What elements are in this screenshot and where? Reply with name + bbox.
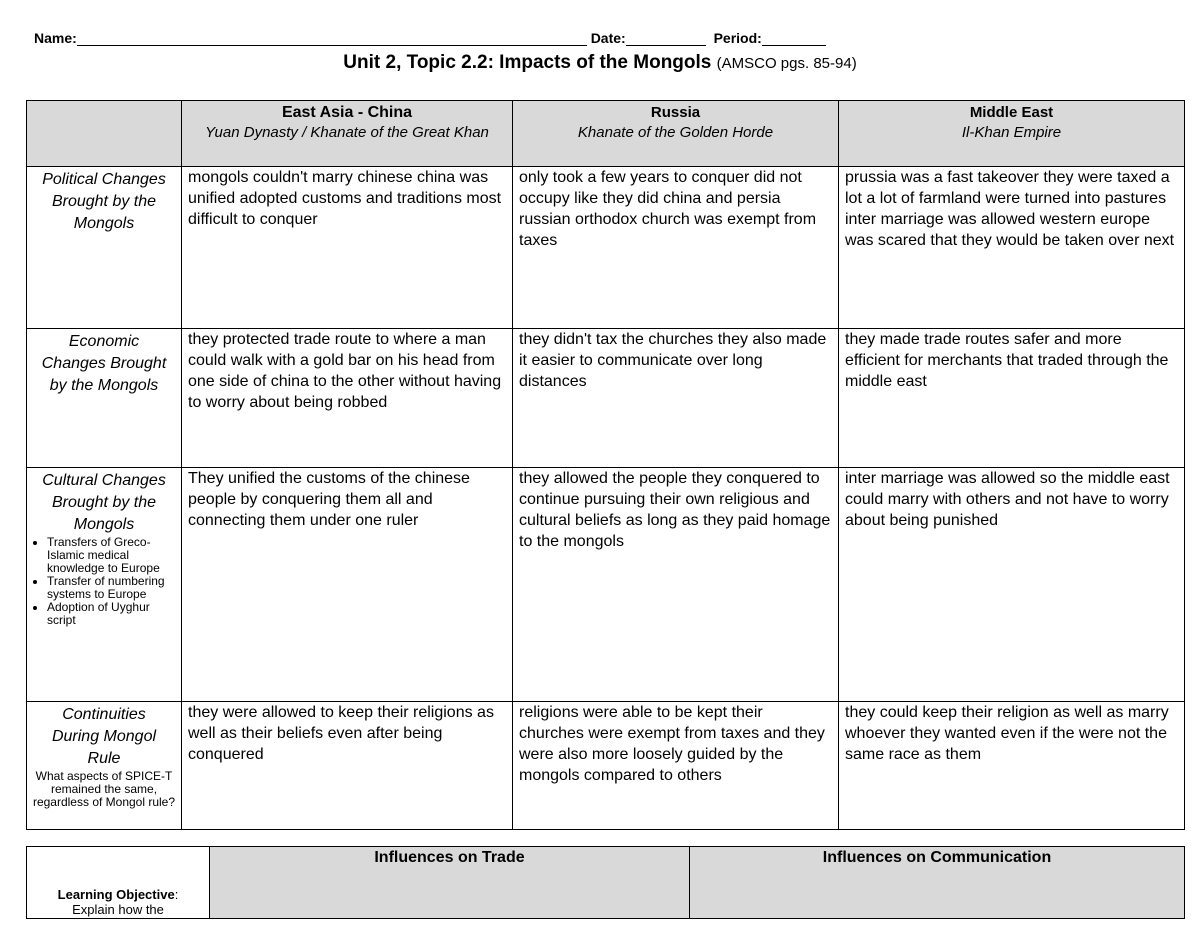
title-pages: (AMSCO pgs. 85-94)	[716, 55, 857, 72]
answer-cell[interactable]: only took a few years to conquer did not occupy like they did china and persia russian orthodox church was exempt from taxes	[513, 167, 839, 329]
table-row-economic	[27, 329, 1185, 468]
page-title	[0, 52, 1200, 74]
period-label: Period:	[713, 30, 762, 46]
list-item: • Adoption of Uyghur script	[47, 601, 179, 627]
row-label-text: Cultural Changes Brought by the Mongols	[42, 472, 166, 533]
name-label: Name:	[34, 30, 77, 46]
row-label	[27, 468, 182, 702]
row-label-text: Continuities During Mongol Rule	[51, 706, 157, 767]
answer-cell[interactable]: they were allowed to keep their religions as well as their beliefs even after being conquered	[182, 702, 513, 830]
table-row-political	[27, 167, 1185, 329]
learning-objective-row	[27, 847, 1185, 919]
row-label-text: Political Changes Brought by the Mongols	[42, 171, 166, 232]
column-header-middle-east	[839, 101, 1185, 167]
learning-objective-cell: Learning Objective: Explain how the	[27, 847, 210, 919]
answer-cell[interactable]: They unified the customs of the chinese people by conquering them all and connecting them under one ruler	[182, 468, 513, 702]
column-khanate: Khanate of the Golden Horde	[577, 124, 774, 141]
table-row-continuities	[27, 702, 1185, 830]
row-label	[27, 329, 182, 468]
student-info-line	[34, 30, 826, 46]
date-field[interactable]	[626, 31, 706, 46]
answer-cell[interactable]: they didn't tax the churches they also made it easier to communicate over long distances	[513, 329, 839, 468]
row-label	[27, 702, 182, 830]
period-field[interactable]	[762, 31, 826, 46]
name-field[interactable]	[77, 31, 587, 46]
column-khanate: Il-Khan Empire	[961, 124, 1062, 141]
row-note: What aspects of SPICE-T remained the same, regardless of Mongol rule?	[32, 769, 176, 809]
column-khanate: Yuan Dynasty / Khanate of the Great Khan	[205, 124, 489, 141]
row-label	[27, 167, 182, 329]
column-region: Middle East	[969, 104, 1054, 121]
answer-cell[interactable]: religions were able to be kept their churches were exempt from taxes and they were also more loosely guided by the mongols compared to others	[513, 702, 839, 830]
influences-on-trade-header: Influences on Trade	[210, 847, 690, 919]
column-region: East Asia - China	[281, 104, 413, 121]
row-label-text: Economic Changes Brought by the Mongols	[41, 333, 167, 394]
answer-cell[interactable]: they made trade routes safer and more efficient for merchants that traded through the middle east	[839, 329, 1185, 468]
corner-cell	[27, 101, 182, 167]
learning-objective-table	[26, 846, 1185, 919]
learning-objective-text: Explain how the	[72, 902, 164, 917]
table-row-cultural	[27, 468, 1185, 702]
cultural-bullet-list	[29, 536, 179, 627]
answer-cell[interactable]: they protected trade route to where a man could walk with a gold bar on his head from one side of china to the other without having to worry about being robbed	[182, 329, 513, 468]
influences-on-communication-header: Influences on Communication	[690, 847, 1185, 919]
column-header-russia	[513, 101, 839, 167]
answer-cell[interactable]: they allowed the people they conquered to continue pursuing their own religious and cultural beliefs as long as they paid homage to the mongols	[513, 468, 839, 702]
column-region: Russia	[650, 104, 701, 121]
list-item: • Transfer of numbering systems to Europe	[47, 575, 179, 601]
title-main: Unit 2, Topic 2.2: Impacts of the Mongols	[343, 52, 712, 73]
answer-cell[interactable]: they could keep their religion as well as marry whoever they wanted even if the were not the same race as them	[839, 702, 1185, 830]
answer-cell[interactable]: inter marriage was allowed so the middle east could marry with others and not have to worry about being punished	[839, 468, 1185, 702]
column-header-china	[182, 101, 513, 167]
learning-objective-label: Learning Objective	[57, 887, 175, 902]
header-row	[27, 101, 1185, 167]
mongol-impacts-table	[26, 100, 1185, 830]
answer-cell[interactable]: prussia was a fast takeover they were taxed a lot a lot of farmland were turned into pastures inter marriage was allowed western europe was scared that they would be taken over next	[839, 167, 1185, 329]
date-label: Date:	[590, 30, 626, 46]
answer-cell[interactable]: mongols couldn't marry chinese china was unified adopted customs and traditions most difficult to conquer	[182, 167, 513, 329]
list-item: • Transfers of Greco-Islamic medical knowledge to Europe	[47, 536, 179, 575]
